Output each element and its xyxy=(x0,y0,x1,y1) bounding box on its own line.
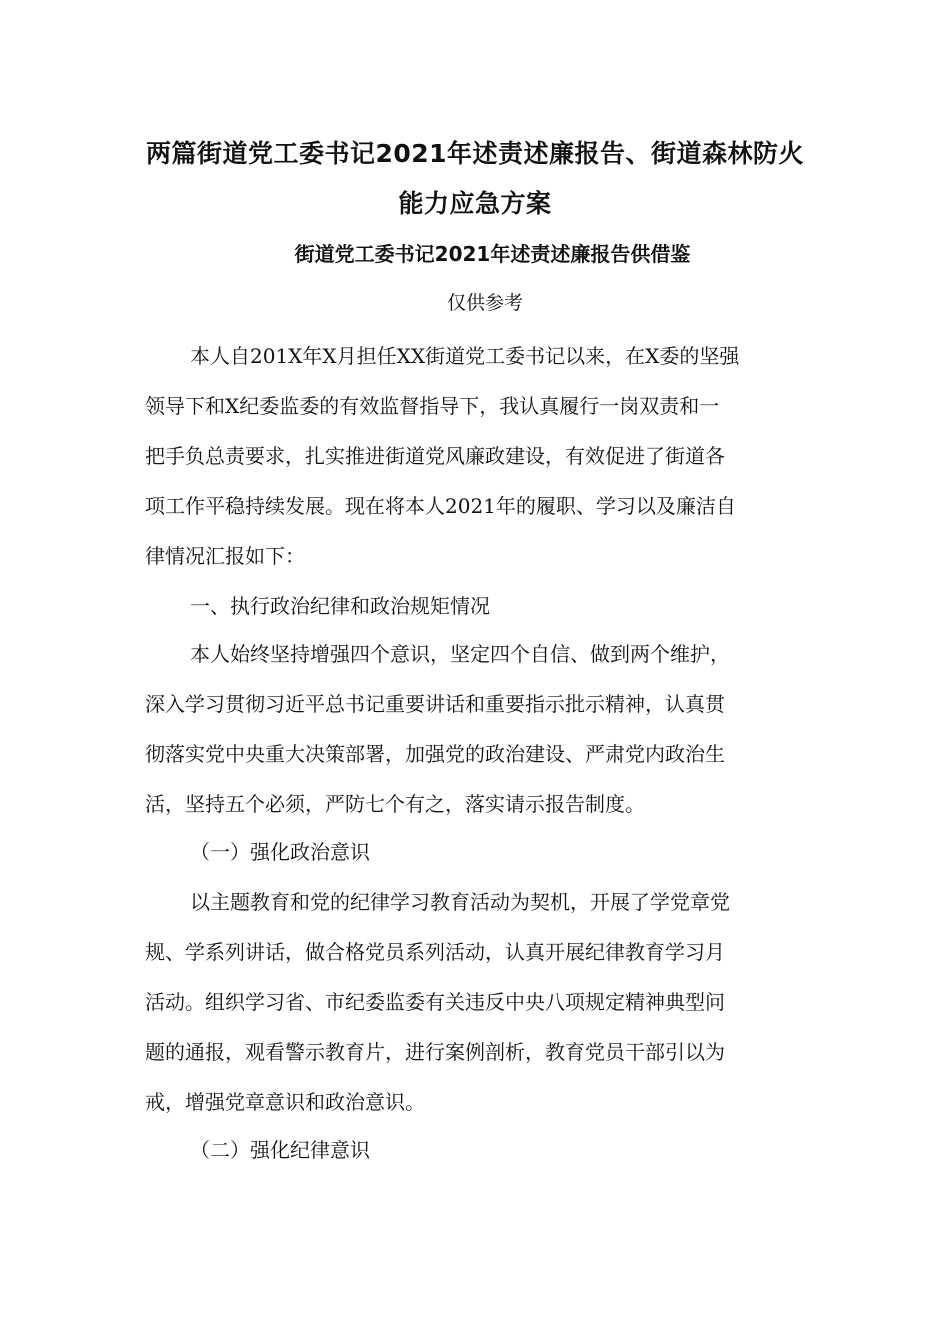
paragraph-line: 把手负总责要求，扎实推进街道党风廉政建设，有效促进了街道各 xyxy=(145,444,725,468)
paragraph-line: 律情况汇报如下： xyxy=(145,544,305,568)
subsection-heading: （二）强化纪律意识 xyxy=(190,1138,370,1162)
paragraph-line: 规、学系列讲话，做合格党员系列活动，认真开展纪律教育学习月 xyxy=(145,940,725,964)
paragraph-line: 本人自201X年X月担任XX街道党工委书记以来，在X委的坚强 xyxy=(190,344,740,368)
paragraph-line: 活，坚持五个必须，严防七个有之，落实请示报告制度。 xyxy=(145,792,645,816)
document-subtitle: 街道党工委书记2021年述责述廉报告供借鉴 xyxy=(294,242,691,266)
paragraph-line: 题的通报，观看警示教育片，进行案例剖析，教育党员干部引以为 xyxy=(145,1040,725,1064)
paragraph-line: 项工作平稳持续发展。现在将本人2021年的履职、学习以及廉洁自 xyxy=(145,494,736,518)
paragraph-line: 深入学习贯彻习近平总书记重要讲话和重要指示批示精神，认真贯 xyxy=(145,692,725,716)
reference-note: 仅供参考 xyxy=(446,292,523,314)
section-heading: 一、执行政治纪律和政治规矩情况 xyxy=(190,594,490,618)
paragraph-line: 活动。组织学习省、市纪委监委有关违反中央八项规定精神典型问 xyxy=(145,990,725,1014)
document-title-line-1: 两篇街道党工委书记2021年述责述廉报告、街道森林防火 xyxy=(145,139,805,168)
paragraph-line: 彻落实党中央重大决策部署，加强党的政治建设、严肃党内政治生 xyxy=(145,742,725,766)
paragraph-line: 以主题教育和党的纪律学习教育活动为契机，开展了学党章党 xyxy=(190,890,730,914)
paragraph-line: 本人始终坚持增强四个意识，坚定四个自信、做到两个维护， xyxy=(190,642,730,666)
document-title-line-2: 能力应急方案 xyxy=(398,189,552,218)
paragraph-line: 领导下和X纪委监委的有效监督指导下，我认真履行一岗双责和一 xyxy=(145,394,720,418)
paragraph-line: 戒，增强党章意识和政治意识。 xyxy=(145,1090,425,1114)
subsection-heading: （一）强化政治意识 xyxy=(190,840,370,864)
